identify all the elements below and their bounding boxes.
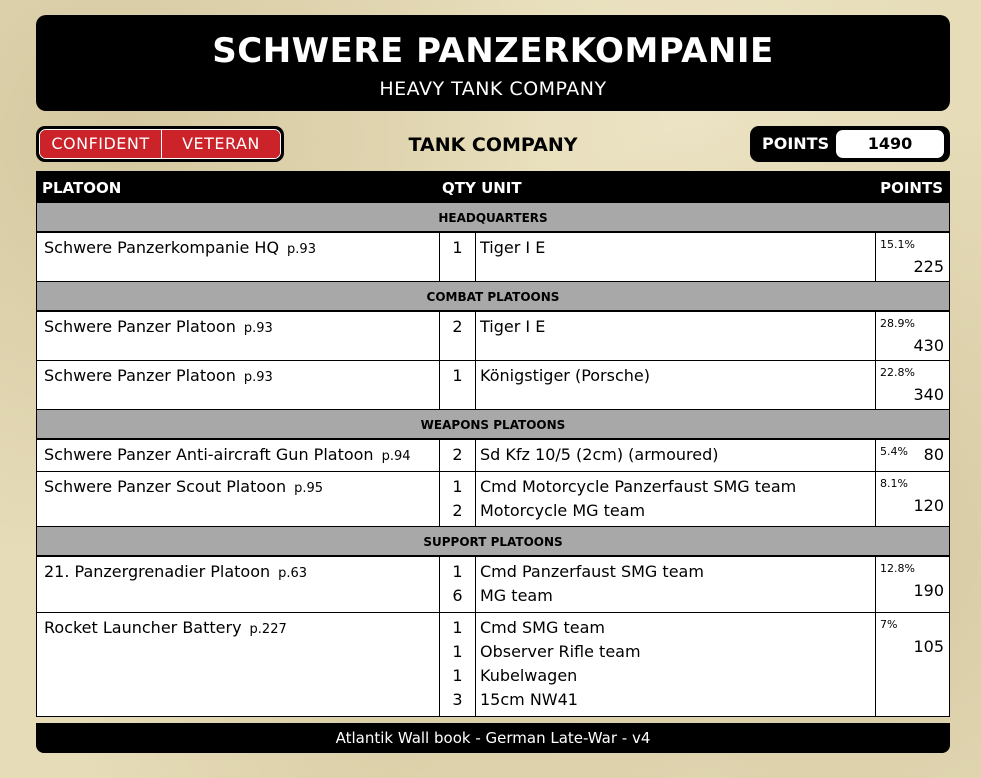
platoon-cell	[37, 312, 440, 360]
unit-cell	[476, 472, 876, 526]
points-value: 1490	[836, 130, 944, 158]
unit-qty: 1	[452, 618, 463, 637]
unit-qty: 3	[452, 690, 463, 709]
unit-name: 15cm NW41	[480, 690, 578, 709]
unit-name: Tiger I E	[480, 238, 546, 257]
points-percent: 22.8%	[880, 366, 915, 379]
table-header	[36, 171, 950, 203]
platoon-points: 430	[913, 336, 944, 355]
unit-qty: 1	[452, 562, 463, 581]
unit-qty: 1	[452, 477, 463, 496]
unit-qty: 6	[452, 586, 463, 605]
company-subtitle: HEAVY TANK COMPANY	[379, 78, 607, 100]
unit-qty: 2	[452, 501, 463, 520]
qty-cell	[440, 312, 476, 360]
unit-cell	[476, 613, 876, 716]
points-percent: 28.9%	[880, 317, 915, 330]
army-list-table	[36, 171, 950, 717]
header-banner	[36, 15, 950, 111]
page-reference: p.93	[287, 242, 316, 257]
unit-name: Sd Kfz 10/5 (2cm) (armoured)	[480, 445, 719, 464]
platoon-name: Rocket Launcher Battery	[44, 618, 242, 637]
platoon-cell	[37, 613, 440, 716]
section-header: HEADQUARTERS	[36, 203, 950, 233]
points-cell	[876, 440, 949, 471]
qty-cell	[440, 440, 476, 471]
platoon-points: 120	[913, 496, 944, 515]
platoon-name: Schwere Panzer Scout Platoon	[44, 477, 287, 496]
page-reference: p.93	[243, 321, 273, 336]
platoon-name: Schwere Panzerkompanie HQ	[44, 238, 280, 257]
table-row[interactable]	[36, 557, 950, 613]
qty-cell	[440, 233, 476, 281]
unit-name: Kubelwagen	[480, 666, 578, 685]
page-reference: p.94	[381, 449, 411, 464]
points-label: POINTS	[762, 134, 830, 153]
platoon-name: Schwere Panzer Platoon	[44, 317, 236, 336]
unit-cell	[476, 233, 876, 281]
platoon-cell	[37, 233, 440, 281]
unit-name: Cmd Motorcycle Panzerfaust SMG team	[480, 477, 797, 496]
table-row[interactable]	[36, 472, 950, 527]
page-reference: p.227	[249, 622, 287, 637]
unit-qty: 1	[452, 238, 463, 257]
unit-qty: 2	[452, 317, 463, 336]
unit-name: Cmd Panzerfaust SMG team	[480, 562, 704, 581]
unit-name: Cmd SMG team	[480, 618, 605, 637]
unit-name: Tiger I E	[480, 317, 546, 336]
qty-cell	[440, 557, 476, 612]
points-cell	[876, 312, 949, 360]
header-points: POINTS	[880, 179, 943, 197]
company-title: SCHWERE PANZERKOMPANIE	[212, 31, 774, 71]
unit-qty: 1	[452, 366, 463, 385]
points-percent: 7%	[880, 618, 898, 631]
platoon-cell	[37, 472, 440, 526]
header-platoon: PLATOON	[42, 179, 122, 197]
section-header: COMBAT PLATOONS	[36, 282, 950, 312]
points-percent: 15.1%	[880, 238, 915, 251]
unit-qty: 2	[452, 445, 463, 464]
table-row[interactable]	[36, 233, 950, 282]
platoon-name: Schwere Panzer Platoon	[44, 366, 236, 385]
unit-name: Observer Rifle team	[480, 642, 641, 661]
platoon-points: 190	[913, 581, 944, 600]
platoon-cell	[37, 557, 440, 612]
unit-cell	[476, 361, 876, 409]
unit-qty: 1	[452, 666, 463, 685]
qty-cell	[440, 472, 476, 526]
points-percent: 8.1%	[880, 477, 908, 490]
unit-qty: 1	[452, 642, 463, 661]
points-cell	[876, 233, 949, 281]
unit-cell	[476, 440, 876, 471]
section-header: WEAPONS PLATOONS	[36, 410, 950, 440]
points-cell	[876, 613, 949, 716]
table-body	[36, 203, 950, 717]
platoon-points: 225	[913, 257, 944, 276]
table-row[interactable]	[36, 361, 950, 410]
motivation-rating: CONFIDENT	[40, 130, 162, 158]
page-reference: p.93	[243, 370, 273, 385]
footer-source: Atlantik Wall book - German Late-War - v4	[36, 723, 950, 753]
company-type: TANK COMPANY	[408, 134, 578, 156]
platoon-points: 340	[913, 385, 944, 404]
table-row[interactable]	[36, 613, 950, 717]
platoon-cell	[37, 440, 440, 471]
table-row[interactable]	[36, 440, 950, 472]
unit-cell	[476, 312, 876, 360]
ratings-box	[36, 126, 284, 162]
platoon-name: Schwere Panzer Anti-aircraft Gun Platoon	[44, 445, 374, 464]
platoon-cell	[37, 361, 440, 409]
unit-name: MG team	[480, 586, 553, 605]
unit-name: Königstiger (Porsche)	[480, 366, 650, 385]
header-qty-unit: QTY UNIT	[442, 179, 522, 197]
platoon-points: 80	[923, 445, 944, 464]
unit-cell	[476, 557, 876, 612]
skill-rating: VETERAN	[162, 130, 280, 158]
points-percent: 12.8%	[880, 562, 915, 575]
platoon-points: 105	[913, 637, 944, 656]
qty-cell	[440, 361, 476, 409]
unit-name: Motorcycle MG team	[480, 501, 646, 520]
page-reference: p.63	[278, 566, 308, 581]
points-cell	[876, 361, 949, 409]
points-total-box	[750, 126, 950, 162]
points-cell	[876, 557, 949, 612]
table-row[interactable]	[36, 312, 950, 361]
section-header: SUPPORT PLATOONS	[36, 527, 950, 557]
points-cell	[876, 472, 949, 526]
page-reference: p.95	[294, 481, 324, 496]
points-percent: 5.4%	[880, 445, 908, 458]
platoon-name: 21. Panzergrenadier Platoon	[44, 562, 271, 581]
qty-cell	[440, 613, 476, 716]
